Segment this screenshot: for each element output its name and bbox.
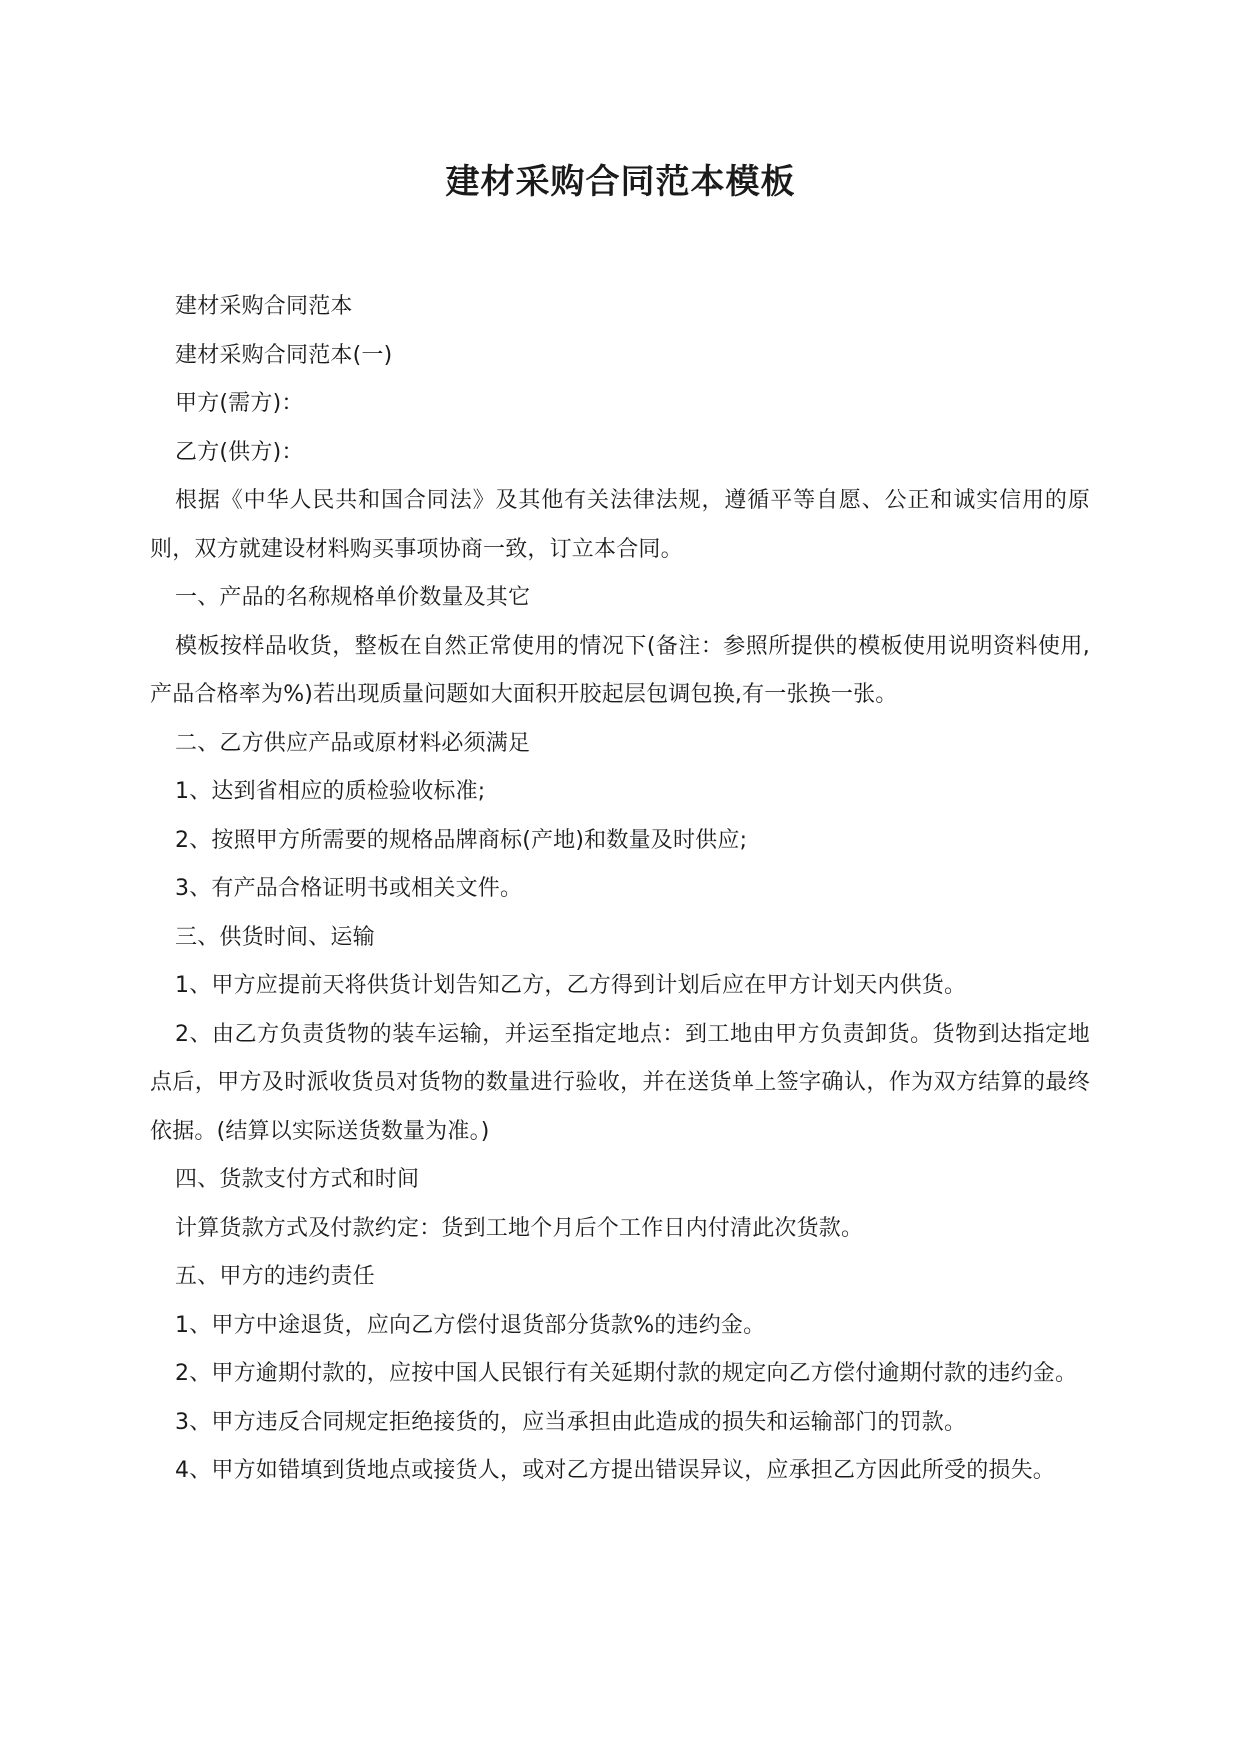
paragraph-subheading: 建材采购合同范本(一) <box>175 342 393 368</box>
section-2-item-3: 3、有产品合格证明书或相关文件。 <box>175 876 523 901</box>
party-a-line: 甲方(需方)： <box>175 391 304 416</box>
document-body <box>150 283 1090 1496</box>
section-4-paragraph: 计算货款方式及付款约定：货到工地个月后个工作日内付清此次货款。 <box>175 1215 864 1241</box>
section-2-item-1: 1、达到省相应的质检验收标准; <box>175 779 486 804</box>
section-heading-4: 四、货款支付方式和时间 <box>175 1167 420 1192</box>
section-heading-1: 一、产品的名称规格单价数量及其它 <box>175 585 531 610</box>
section-5-item-1: 1、甲方中途退货，应向乙方偿付退货部分货款%的违约金。 <box>175 1312 766 1338</box>
section-5-item-3: 3、甲方违反合同规定拒绝接货的，应当承担由此造成的损失和运输部门的罚款。 <box>175 1409 967 1435</box>
section-3-item-2: 2、由乙方负责货物的装车运输，并运至指定地点：到工地由甲方负责卸货。货物到达指定地点后，甲方及时派收货员对货物的数量进行验收，并在送货单上签字确认，作为双方结算的最终依据。(结算以实际送货数量为准。) <box>150 1021 1090 1144</box>
document-title: 建材采购合同范本模板 <box>445 162 796 202</box>
section-5-item-4: 4、甲方如错填到货地点或接货人，或对乙方提出错误异议，应承担乙方因此所受的损失。 <box>175 1458 1055 1483</box>
section-5-item-2: 2、甲方逾期付款的，应按中国人民银行有关延期付款的规定向乙方偿付逾期付款的违约金。 <box>175 1361 1078 1386</box>
section-heading-3: 三、供货时间、运输 <box>175 924 375 950</box>
paragraph-heading: 建材采购合同范本 <box>175 294 353 319</box>
section-2-item-2: 2、按照甲方所需要的规格品牌商标(产地)和数量及时供应; <box>175 827 748 853</box>
party-b-line: 乙方(供方)： <box>175 439 304 465</box>
section-1-paragraph: 模板按样品收货，整板在自然正常使用的情况下(备注：参照所提供的模板使用说明资料使用,产品合格率为%)若出现质量问题如大面积开胶起层包调包换,有一张换一张。 <box>150 633 1090 707</box>
preamble-paragraph: 根据《中华人民共和国合同法》及其他有关法律法规，遵循平等自愿、公正和诚实信用的原则，双方就建设材料购买事项协商一致，订立本合同。 <box>150 488 1090 562</box>
section-heading-5: 五、甲方的违约责任 <box>175 1264 375 1289</box>
section-heading-2: 二、乙方供应产品或原材料必须满足 <box>175 730 531 756</box>
section-3-item-1: 1、甲方应提前天将供货计划告知乙方，乙方得到计划后应在甲方计划天内供货。 <box>175 973 967 998</box>
